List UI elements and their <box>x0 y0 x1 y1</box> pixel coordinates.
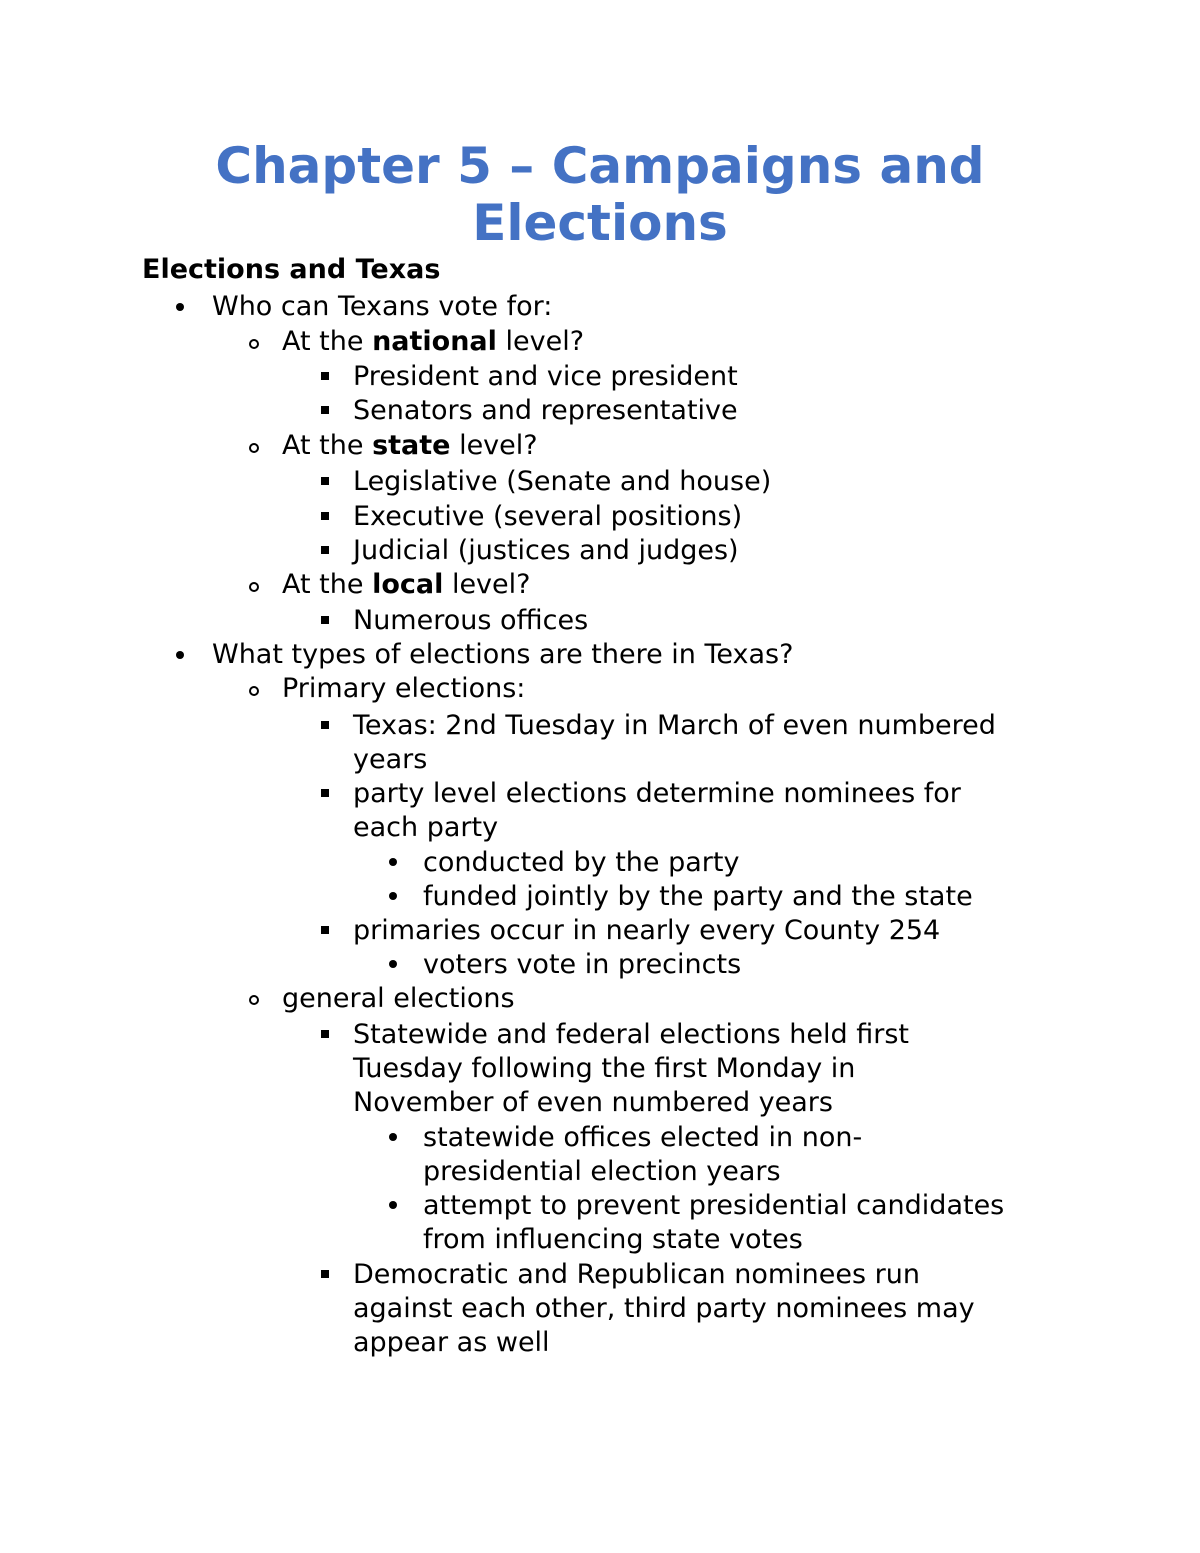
list-item-state <box>282 429 538 463</box>
list-item-continuation: each party <box>353 812 499 843</box>
circle-bullet-icon <box>249 339 259 349</box>
list-item-level3: Executive (several positions) <box>353 501 743 532</box>
square-bullet-icon <box>321 1030 329 1038</box>
list-item-level3: Numerous offices <box>353 605 589 636</box>
page-title <box>0 138 1200 252</box>
state-bold: state <box>372 430 451 461</box>
list-item-level3: Texas: 2nd Tuesday in March of even numbered <box>353 710 996 741</box>
list-item-level1: Who can Texans vote for: <box>212 291 553 322</box>
list-item-continuation: appear as well <box>353 1327 550 1358</box>
list-item-level3: Statewide and federal elections held first <box>353 1019 910 1050</box>
title-line-1: Chapter 5 – Campaigns and <box>215 137 985 195</box>
square-bullet-icon <box>321 512 329 520</box>
section-heading: Elections and Texas <box>142 254 441 285</box>
list-item-level4: funded jointly by the party and the state <box>423 881 973 912</box>
list-item-level3: Democratic and Republican nominees run <box>353 1259 920 1290</box>
square-bullet-icon <box>321 721 329 729</box>
disc-bullet-icon <box>176 651 184 659</box>
national-pre: At the <box>282 326 373 357</box>
list-item-local <box>282 568 530 602</box>
square-bullet-icon <box>321 1270 329 1278</box>
national-post: level? <box>496 326 585 357</box>
circle-bullet-icon <box>249 686 259 696</box>
disc-bullet-icon <box>389 1201 397 1209</box>
national-bold: national <box>372 326 497 357</box>
list-item-continuation: from influencing state votes <box>423 1224 803 1255</box>
list-item-continuation: Tuesday following the first Monday in <box>353 1053 856 1084</box>
list-item-national <box>282 325 584 359</box>
state-pre: At the <box>282 430 373 461</box>
title-line-2: Elections <box>472 194 728 252</box>
list-item-level3: Legislative (Senate and house) <box>353 466 772 497</box>
square-bullet-icon <box>321 546 329 554</box>
local-pre: At the <box>282 569 373 600</box>
list-item-level2: general elections <box>282 983 515 1014</box>
list-item-level3: Judicial (justices and judges) <box>353 535 739 566</box>
list-item-level1: What types of elections are there in Texas? <box>212 639 794 670</box>
square-bullet-icon <box>321 926 329 934</box>
list-item-level4: conducted by the party <box>423 847 740 878</box>
list-item-continuation: against each other, third party nominees may <box>353 1293 975 1324</box>
circle-bullet-icon <box>249 443 259 453</box>
disc-bullet-icon <box>176 303 184 311</box>
list-item-level2: Primary elections: <box>282 673 526 704</box>
list-item-level3: party level elections determine nominees for <box>353 778 961 809</box>
disc-bullet-icon <box>389 1133 397 1141</box>
square-bullet-icon <box>321 372 329 380</box>
list-item-continuation: November of even numbered years <box>353 1087 833 1118</box>
disc-bullet-icon <box>389 858 397 866</box>
state-post: level? <box>450 430 538 461</box>
list-item-continuation: presidential election years <box>423 1156 781 1187</box>
circle-bullet-icon <box>249 995 259 1005</box>
local-post: level? <box>443 569 531 600</box>
disc-bullet-icon <box>389 960 397 968</box>
list-item-continuation: years <box>353 744 428 775</box>
list-item-level4: voters vote in precincts <box>423 949 742 980</box>
list-item-level3: President and vice president <box>353 361 738 392</box>
local-bold: local <box>372 569 444 600</box>
square-bullet-icon <box>321 789 329 797</box>
list-item-level4: statewide offices elected in non- <box>423 1122 863 1153</box>
circle-bullet-icon <box>249 582 259 592</box>
list-item-level4: attempt to prevent presidential candidates <box>423 1190 1005 1221</box>
square-bullet-icon <box>321 477 329 485</box>
square-bullet-icon <box>321 406 329 414</box>
square-bullet-icon <box>321 616 329 624</box>
list-item-level3: primaries occur in nearly every County 254 <box>353 915 941 946</box>
disc-bullet-icon <box>389 892 397 900</box>
list-item-level3: Senators and representative <box>353 395 738 426</box>
